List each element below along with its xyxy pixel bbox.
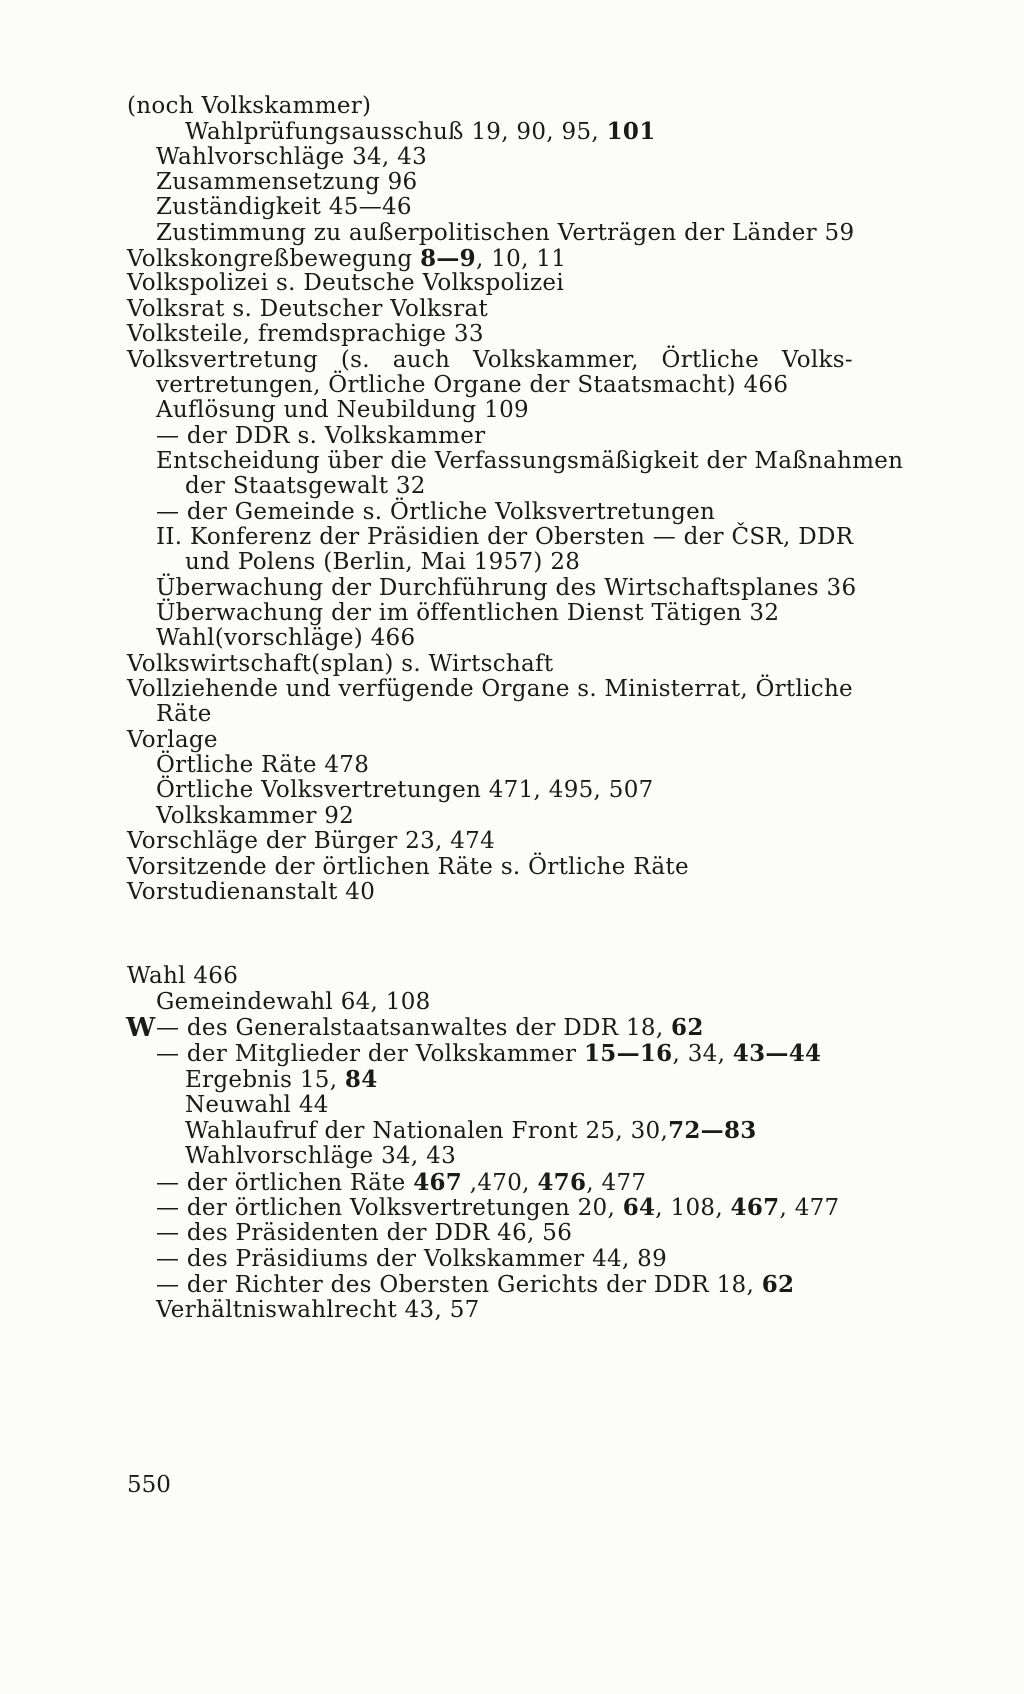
entry-text: Volksrat s. Deutscher Volksrat	[127, 295, 489, 322]
entry-word: verfügende	[338, 676, 474, 703]
index-entry	[185, 549, 580, 576]
index-entry	[156, 397, 529, 424]
entry-text: — der DDR s. Volkskammer	[156, 422, 486, 449]
index-entry	[127, 93, 371, 120]
index-entry	[127, 727, 218, 754]
index-entry	[156, 1297, 480, 1324]
index-entry	[156, 989, 431, 1016]
index-entry	[127, 963, 238, 990]
index-entry	[156, 1271, 794, 1299]
index-entry	[185, 1117, 757, 1145]
index-entry	[185, 1143, 456, 1170]
section-heading-w: W	[126, 1013, 156, 1043]
index-entry	[156, 194, 412, 221]
entry-text: , 10, 11	[475, 246, 567, 273]
entry-text: Verhältniswahlrecht 43, 57	[156, 1297, 480, 1324]
entry-text: Neuwahl 44	[185, 1091, 329, 1118]
index-entry	[127, 296, 488, 323]
entry-text: Gemeindewahl 64, 108	[156, 988, 431, 1015]
entry-word: Örtliche	[755, 676, 853, 703]
entry-text: Ergebnis 15,	[185, 1066, 345, 1093]
entry-text: Wahl(vorschläge) 466	[156, 625, 416, 652]
entry-word: Ministerrat,	[604, 676, 749, 703]
entry-text: Volksteile, fremdsprachige 33	[127, 321, 484, 348]
entry-word: Volks-	[781, 346, 853, 373]
index-entry	[156, 701, 212, 728]
index-entry	[156, 1040, 821, 1068]
entry-text: Räte	[156, 701, 212, 728]
entry-text: Überwachung der im öffentlichen Dienst Tätigen 32	[156, 600, 780, 626]
index-entry	[156, 372, 788, 399]
entry-text: II. Konferenz der Präsidien der Obersten — der ČSR, DDR	[156, 523, 854, 550]
index-entry	[185, 1066, 378, 1094]
entry-word: Örtliche	[661, 346, 760, 373]
entry-text: Vorschläge der Bürger 23, 474	[127, 828, 496, 855]
index-entry	[127, 676, 853, 703]
index-entry	[127, 347, 853, 374]
entry-text: — des Präsidenten der DDR 46, 56	[156, 1220, 573, 1246]
index-entry	[156, 1220, 572, 1247]
entry-text: , 477	[779, 1195, 840, 1222]
index-entry	[127, 854, 689, 881]
index-entry	[156, 448, 903, 475]
entry-page-ref-bold: 476	[537, 1168, 587, 1196]
entry-text: , 477	[586, 1169, 647, 1196]
entry-text: Volkskongreßbewegung	[127, 246, 421, 273]
entry-text: Vorstudienanstalt 40	[127, 878, 376, 905]
index-entry	[156, 1246, 667, 1273]
entry-text: ,470,	[462, 1169, 538, 1196]
entry-text: Auflösung und Neubildung 109	[156, 397, 529, 424]
entry-text: Wahlvorschläge 34, 43	[185, 1142, 457, 1169]
entry-page-ref-bold: 84	[344, 1065, 378, 1093]
entry-text: Wahlvorschläge 34, 43	[156, 143, 428, 170]
index-entry	[156, 1194, 840, 1222]
index-entry	[127, 321, 484, 348]
entry-word: (s.	[340, 346, 370, 373]
index-entry	[156, 575, 856, 602]
index-entry	[156, 777, 654, 804]
entry-page-ref-bold: 62	[671, 1014, 704, 1042]
entry-word: s.	[577, 676, 597, 703]
entry-text: — der Gemeinde s. Örtliche Volksvertretungen	[156, 498, 716, 525]
index-entry	[156, 144, 427, 171]
index-entry	[156, 600, 779, 627]
entry-text: Volkskammer 92	[156, 802, 355, 829]
index-entry	[127, 270, 564, 297]
index-entry	[185, 118, 656, 146]
index-entry	[156, 220, 854, 247]
entry-word: Organe	[481, 676, 570, 703]
index-entry	[127, 245, 566, 273]
entry-text: der Staatsgewalt 32	[185, 473, 426, 500]
index-entry	[185, 473, 426, 500]
entry-text: Entscheidung über die Verfassungsmäßigkeit der Maßnahmen	[156, 447, 904, 474]
entry-page-ref-bold: 62	[761, 1271, 795, 1299]
entry-text: vertretungen, Örtliche Organe der Staatsmacht) 466	[156, 371, 789, 398]
index-entry	[156, 169, 417, 196]
entry-page-ref-bold: 467	[413, 1168, 463, 1196]
entry-text: — des Generalstaatsanwaltes der DDR 18,	[156, 1015, 672, 1042]
entry-page-ref-bold: 43—44	[732, 1040, 822, 1068]
page-number: 550	[127, 1472, 171, 1498]
entry-page-ref-bold: 64	[622, 1194, 656, 1222]
index-entry	[156, 524, 853, 551]
entry-text: Örtliche Räte 478	[156, 752, 370, 779]
entry-word: Volksvertretung	[127, 346, 318, 373]
entry-word: Vollziehende	[127, 676, 279, 703]
entry-text: Örtliche Volksvertretungen 471, 495, 507	[156, 777, 654, 804]
index-entry	[156, 803, 354, 830]
entry-text: Wahl 466	[127, 963, 239, 989]
entry-page-ref-bold: 8—9	[420, 245, 476, 273]
entry-word: auch	[392, 346, 451, 373]
index-entry	[156, 625, 415, 652]
entry-text: (noch Volkskammer)	[127, 93, 372, 119]
index-entry	[156, 499, 715, 526]
entry-text: Zusammensetzung 96	[156, 169, 418, 196]
entry-text: Zuständigkeit 45—46	[156, 194, 412, 221]
entry-text: , 34,	[672, 1041, 733, 1068]
entry-text: Vorlage	[127, 726, 218, 753]
index-entry	[156, 1169, 646, 1197]
entry-page-ref-bold: 15—16	[583, 1040, 673, 1068]
entry-page-ref-bold: 101	[606, 118, 656, 146]
entry-page-ref-bold: 467	[730, 1194, 780, 1222]
entry-text: Volkswirtschaft(splan) s. Wirtschaft	[127, 650, 554, 677]
entry-word: Volkskammer,	[472, 346, 639, 373]
index-entry	[127, 651, 553, 678]
entry-text: Wahlaufruf der Nationalen Front 25, 30,	[185, 1118, 669, 1145]
index-entry	[127, 879, 375, 906]
entry-text: , 108,	[655, 1195, 731, 1222]
entry-text: — der örtlichen Volksvertretungen 20,	[156, 1195, 623, 1222]
entry-text: — der örtlichen Räte	[156, 1169, 414, 1196]
index-entry	[156, 752, 369, 779]
entry-text: — der Mitglieder der Volkskammer	[156, 1041, 584, 1068]
entry-text: — der Richter des Obersten Gerichts der DDR 18,	[156, 1272, 762, 1299]
entry-text: Wahlprüfungsausschuß 19, 90, 95,	[185, 119, 607, 146]
entry-text: Überwachung der Durchführung des Wirtschaftsplanes 36	[156, 574, 857, 601]
entry-text: Vorsitzende der örtlichen Räte s. Örtliche Räte	[127, 853, 689, 880]
index-entry	[185, 1092, 329, 1119]
entry-word: und	[285, 676, 332, 703]
entry-text: — des Präsidiums der Volkskammer 44, 89	[156, 1245, 668, 1272]
index-entry	[156, 1014, 704, 1042]
index-entry	[127, 828, 495, 855]
entry-text: und Polens (Berlin, Mai 1957) 28	[185, 549, 581, 576]
entry-text: Zustimmung zu außerpolitischen Verträgen der Länder 59	[156, 219, 855, 246]
entry-page-ref-bold: 72—83	[668, 1117, 757, 1145]
index-entry	[156, 423, 485, 450]
entry-text: Volkspolizei s. Deutsche Volkspolizei	[127, 270, 564, 297]
